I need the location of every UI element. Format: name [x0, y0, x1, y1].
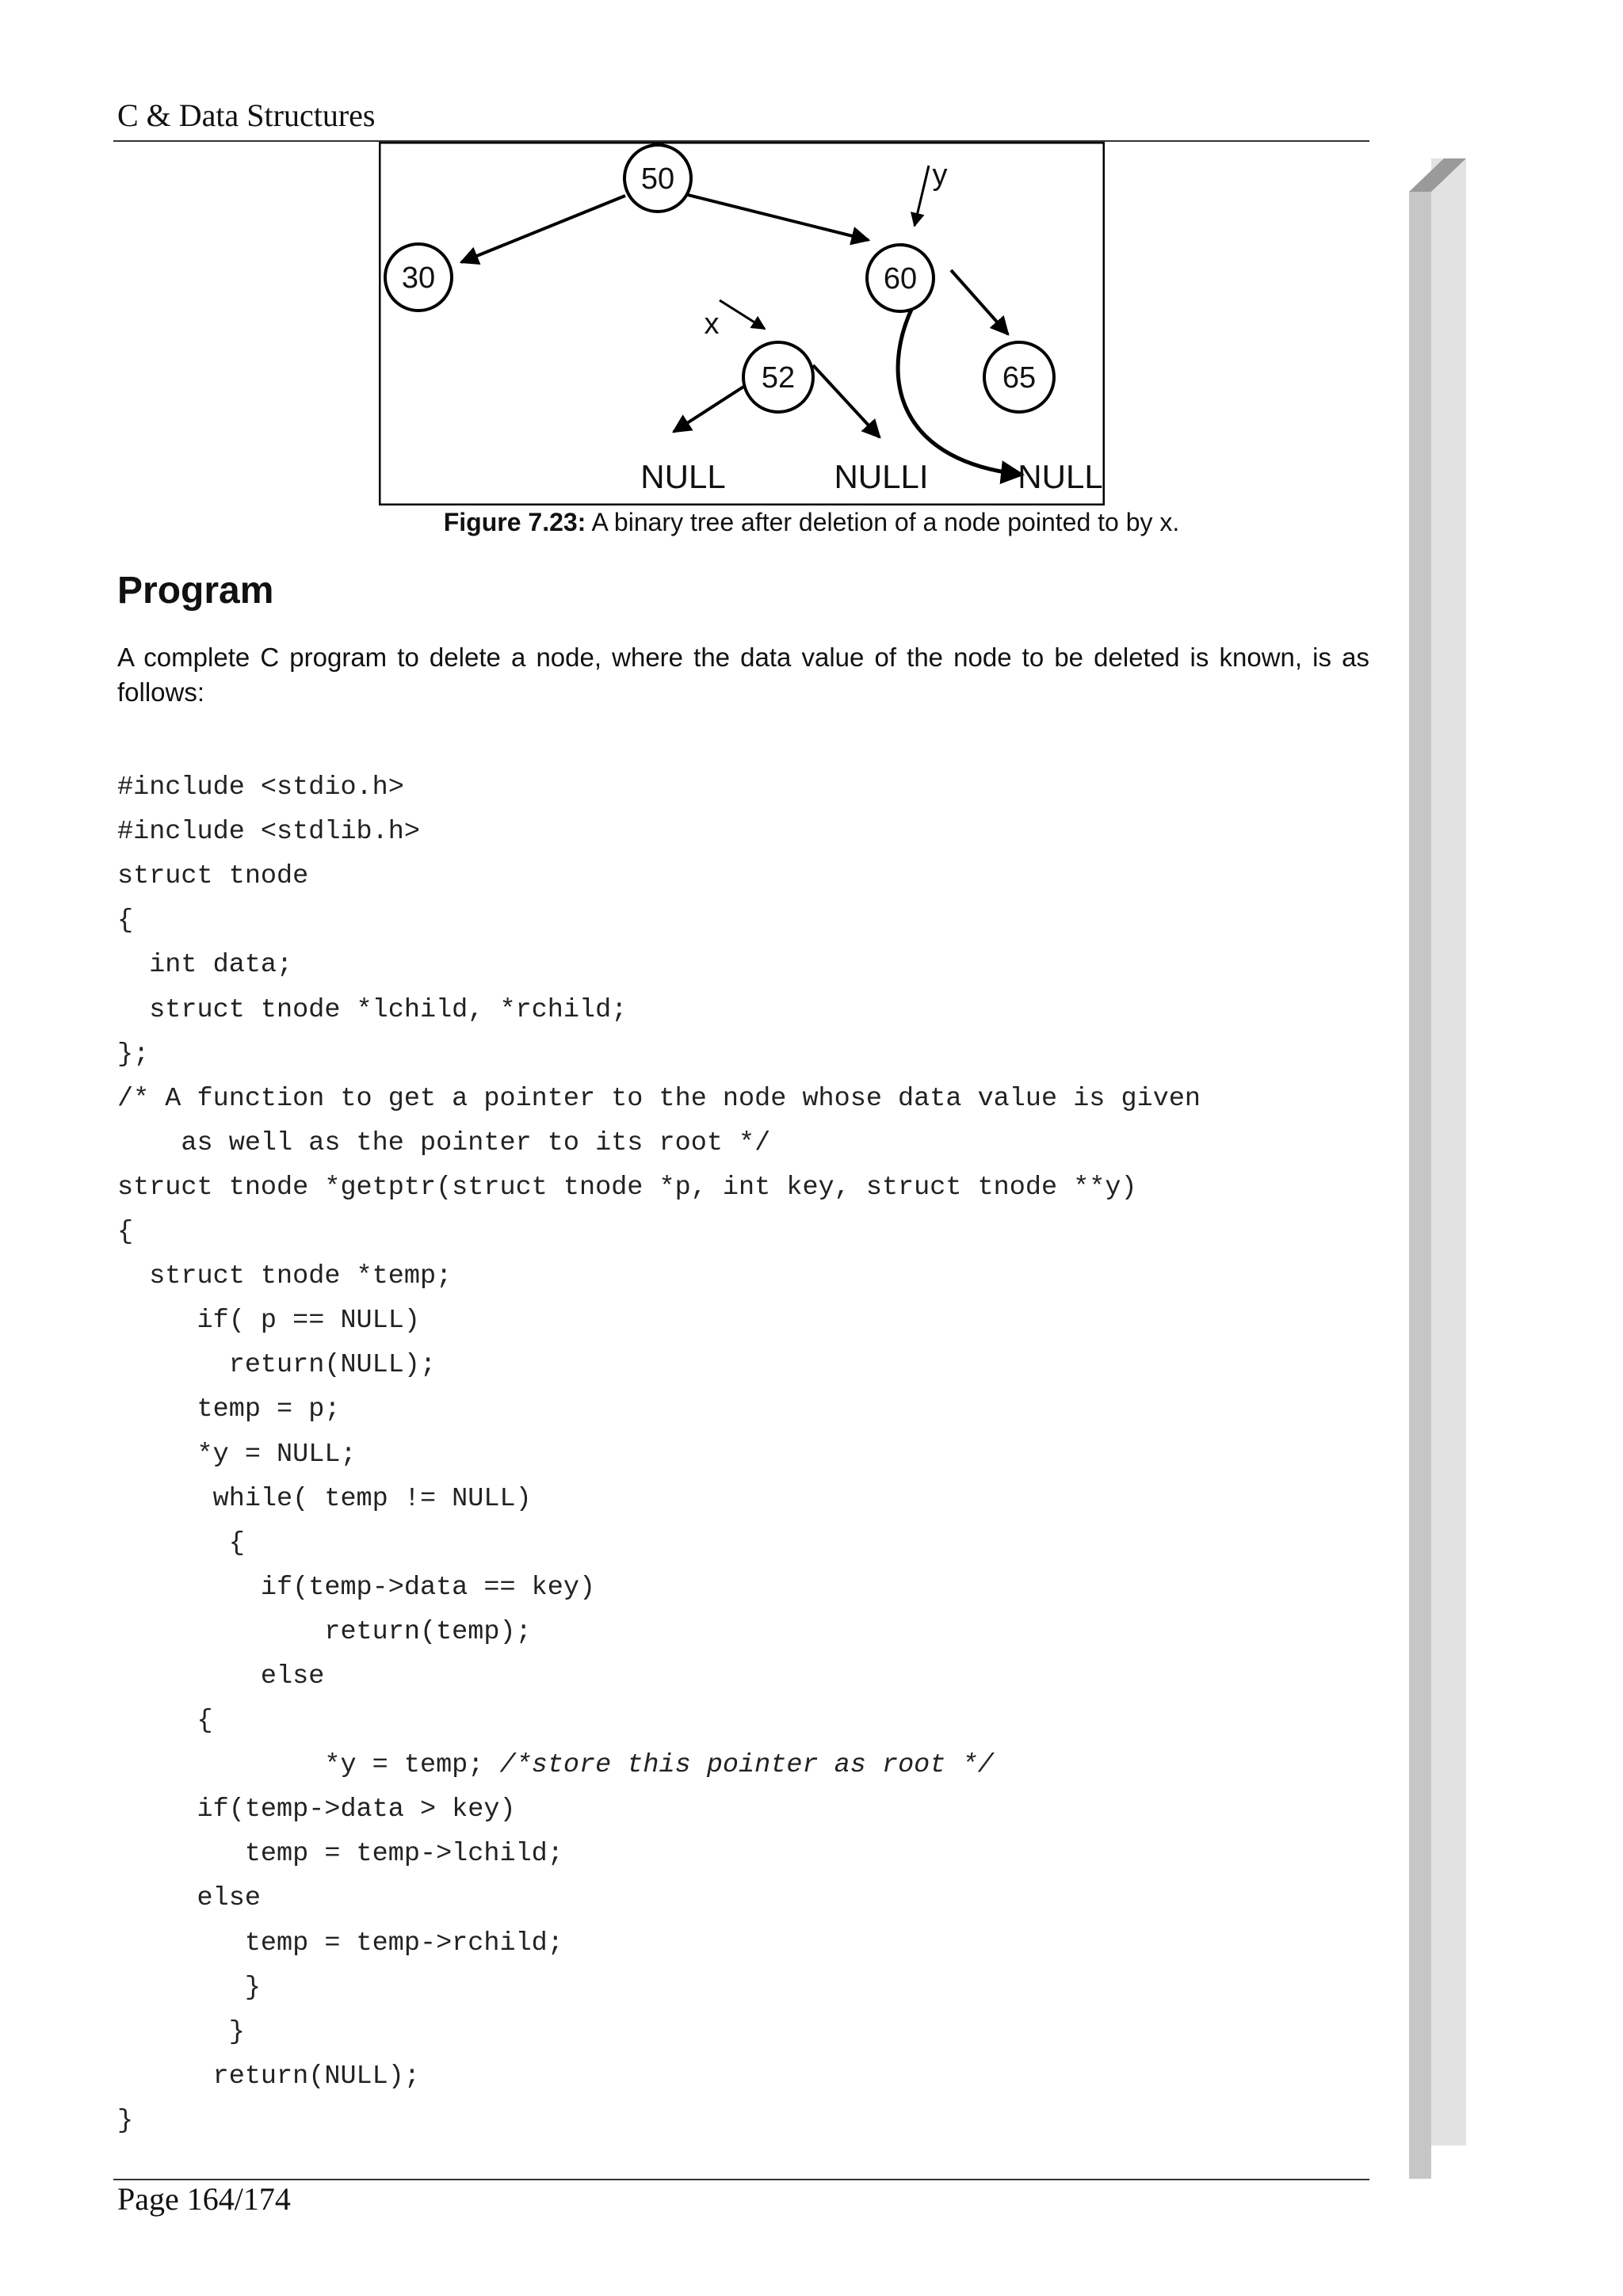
code-line: *y = NULL; — [117, 1439, 357, 1470]
code-line: } — [117, 1972, 261, 2003]
code-line: while( temp != NULL) — [117, 1483, 532, 1514]
page-edge-shade — [1431, 158, 1466, 2145]
code-line: return(temp); — [117, 1616, 532, 1647]
node-label-50: 50 — [640, 162, 675, 196]
null-label-1: NULL — [640, 458, 726, 495]
binary-tree-diagram — [379, 142, 1105, 505]
code-line: temp = p; — [117, 1394, 341, 1425]
page-edge-bevel — [1409, 155, 1466, 193]
node-label-52: 52 — [761, 361, 796, 395]
code-line: struct tnode *getptr(struct tnode *p, int key, struct tnode **y) — [117, 1172, 1137, 1203]
code-line: else — [117, 1661, 325, 1691]
running-header: C & Data Structures — [117, 97, 376, 133]
figure-caption-text: A binary tree after deletion of a node pointed to by x. — [591, 508, 1180, 536]
pointer-label-x: x — [704, 307, 720, 341]
code-line: } — [117, 2105, 134, 2136]
code-line: as well as the pointer to its root */ — [117, 1127, 771, 1158]
code-line: int data; — [117, 950, 293, 981]
figure-frame — [380, 143, 1104, 505]
code-line: struct tnode — [117, 861, 309, 892]
null-label-3: NULL — [1018, 458, 1103, 495]
null-label-2: NULLI — [834, 458, 929, 495]
code-line: return(NULL); — [117, 1350, 437, 1381]
code-line: temp = temp->rchild; — [117, 1928, 563, 1958]
code-line: { — [117, 1217, 134, 1248]
pointer-label-y: y — [932, 158, 948, 192]
code-line: { — [117, 906, 134, 936]
code-line: struct tnode *temp; — [117, 1261, 453, 1292]
page-edge-bar — [1409, 192, 1431, 2179]
binary-tree-figure — [379, 142, 1105, 505]
code-line: { — [117, 1706, 213, 1737]
footer-rule — [113, 2179, 1369, 2180]
code-line-with-comment — [117, 1743, 1201, 1787]
code-line: return(NULL); — [117, 2061, 420, 2092]
code-comment: /*store this pointer as root */ — [499, 1750, 994, 1781]
intro-paragraph: A complete C program to delete a node, where the data value of the node to be deleted is known, is as follows: — [117, 643, 1369, 707]
code-line: temp = temp->lchild; — [117, 1839, 563, 1870]
code-statement: *y = temp; — [117, 1750, 500, 1781]
code-line: } — [117, 2016, 245, 2047]
code-line: #include <stdio.h> — [117, 772, 404, 803]
code-line: }; — [117, 1039, 150, 1070]
figure-caption — [0, 508, 1623, 537]
code-line: /* A function to get a pointer to the node whose data value is given — [117, 1083, 1201, 1114]
code-line: if( p == NULL) — [117, 1306, 420, 1337]
node-label-60: 60 — [883, 262, 918, 296]
code-line: if(temp->data == key) — [117, 1572, 596, 1603]
figure-caption-label: Figure 7.23: — [443, 508, 586, 536]
section-heading: Program — [117, 570, 274, 612]
code-line: struct tnode *lchild, *rchild; — [117, 994, 628, 1025]
node-label-65: 65 — [1002, 361, 1037, 395]
code-line: { — [117, 1527, 245, 1558]
code-block — [117, 721, 1201, 2187]
page-number: Page 164/174 — [117, 2181, 291, 2217]
node-label-30: 30 — [401, 261, 436, 295]
code-line: if(temp->data > key) — [117, 1794, 516, 1825]
code-line: else — [117, 1883, 261, 1914]
code-line: #include <stdlib.h> — [117, 817, 420, 848]
